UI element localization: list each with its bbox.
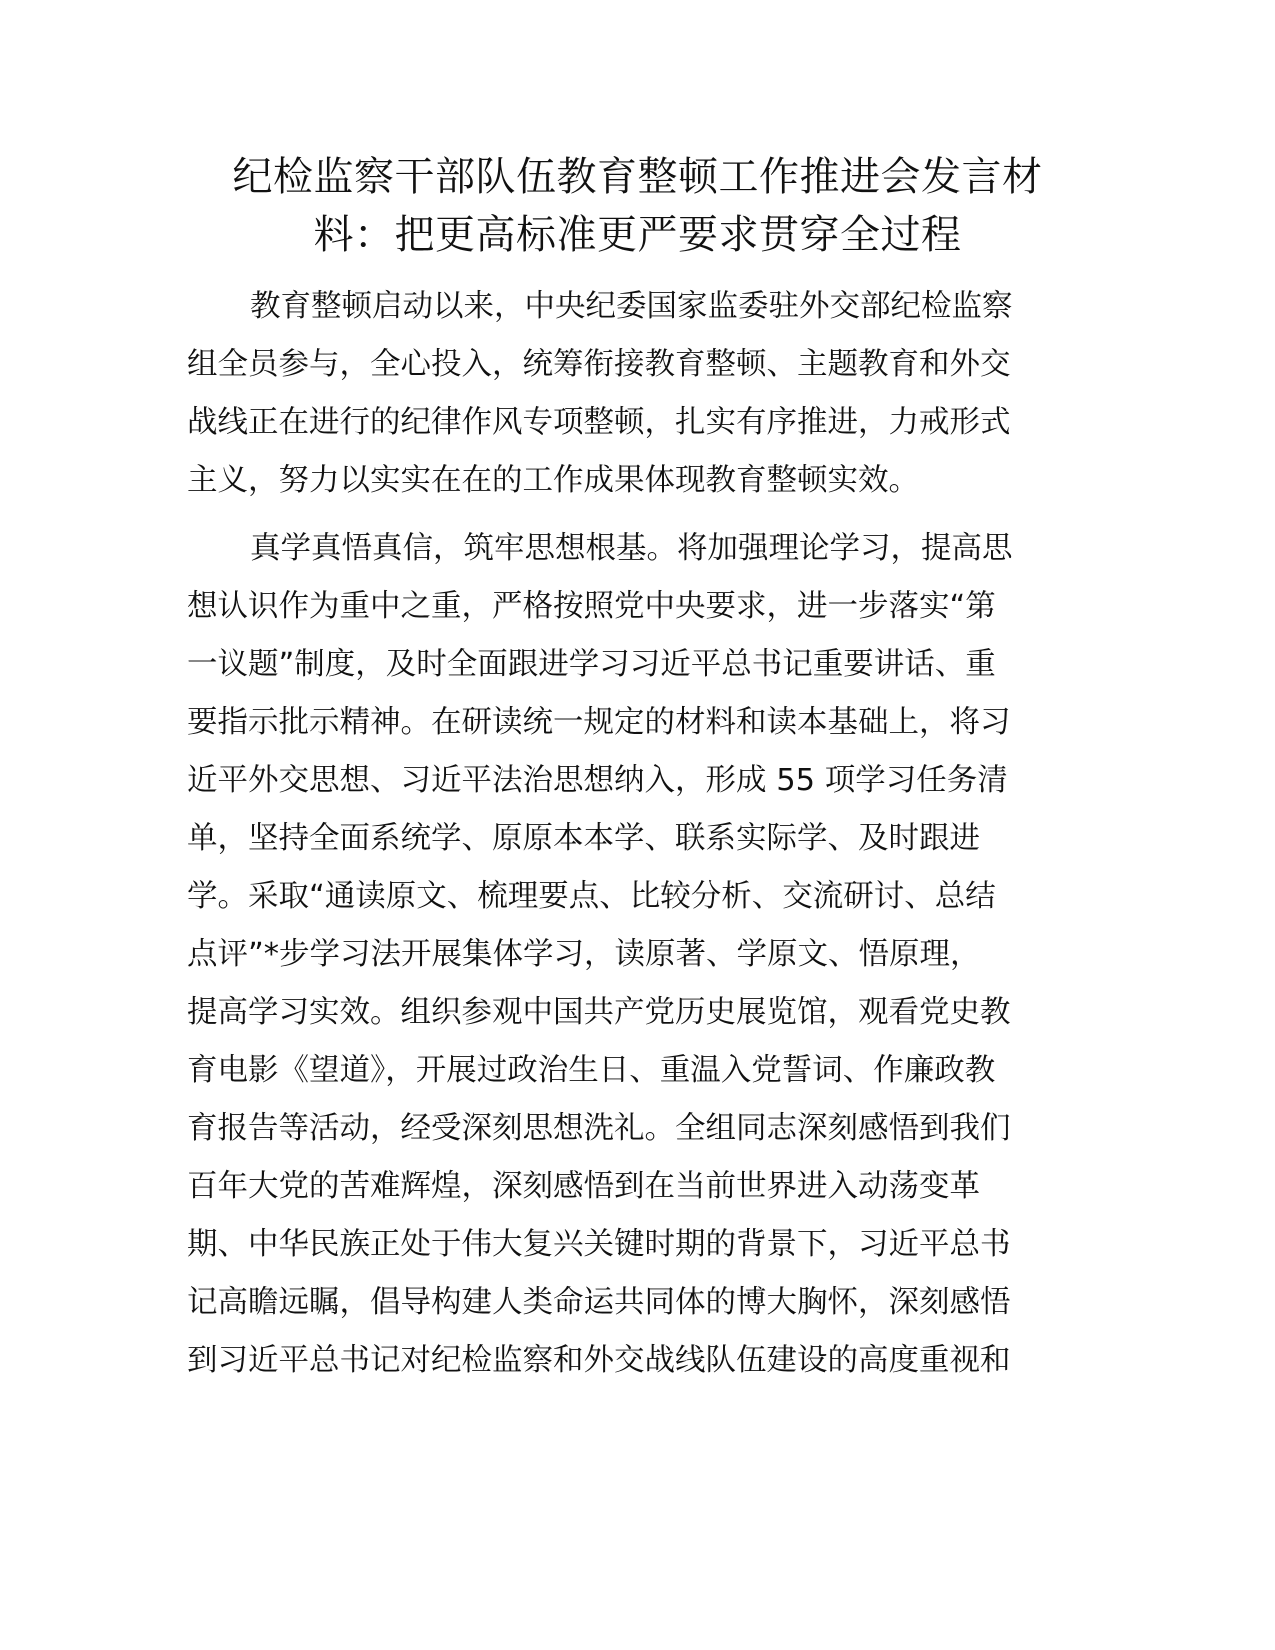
document-title bbox=[150, 148, 1125, 264]
paragraph-line: 近平外交思想、习近平法治思想纳入，形成 55 项学习任务清 bbox=[187, 763, 1008, 798]
paragraph-intro bbox=[187, 278, 1087, 510]
paragraph-study bbox=[187, 520, 1087, 1390]
paragraph-line: 要指示批示精神。在研读统一规定的材料和读本基础上，将习 bbox=[187, 705, 1011, 740]
paragraph-line: 战线正在进行的纪律作风专项整顿，扎实有序推进，力戒形式 bbox=[187, 405, 1011, 440]
paragraph-line: 主义，努力以实实在在的工作成果体现教育整顿实效。 bbox=[187, 463, 919, 498]
paragraph-line: 期、中华民族正处于伟大复兴关键时期的背景下，习近平总书 bbox=[187, 1227, 1011, 1262]
paragraph-line: 一议题”制度，及时全面跟进学习习近平总书记重要讲话、重 bbox=[187, 647, 996, 682]
paragraph-line: 单，坚持全面系统学、原原本本学、联系实际学、及时跟进 bbox=[187, 821, 980, 856]
document-body bbox=[187, 278, 1087, 1400]
paragraph-line: 教育整顿启动以来，中央纪委国家监委驻外交部纪检监察 bbox=[250, 289, 1013, 324]
paragraph-line: 记高瞻远瞩，倡导构建人类命运共同体的博大胸怀，深刻感悟 bbox=[187, 1285, 1011, 1320]
paragraph-line: 组全员参与，全心投入，统筹衔接教育整顿、主题教育和外交 bbox=[187, 347, 1011, 382]
paragraph-line: 真学真悟真信，筑牢思想根基。将加强理论学习，提高思 bbox=[250, 531, 1013, 566]
paragraph-line: 提高学习实效。组织参观中国共产党历史展览馆，观看党史教 bbox=[187, 995, 1011, 1030]
paragraph-line: 百年大党的苦难辉煌，深刻感悟到在当前世界进入动荡变革 bbox=[187, 1169, 980, 1204]
paragraph-line: 育电影《望道》，开展过政治生日、重温入党誓词、作廉政教 bbox=[187, 1053, 996, 1088]
paragraph-line: 育报告等活动，经受深刻思想洗礼。全组同志深刻感悟到我们 bbox=[187, 1111, 1011, 1146]
title-line: 料：把更高标准更严要求贯穿全过程 bbox=[313, 212, 962, 258]
paragraph-line: 到习近平总书记对纪检监察和外交战线队伍建设的高度重视和 bbox=[187, 1343, 1011, 1378]
paragraph-line: 点评”*步学习法开展集体学习，读原著、学原文、悟原理， bbox=[187, 937, 981, 972]
paragraph-line: 想认识作为重中之重，严格按照党中央要求，进一步落实“第 bbox=[187, 589, 996, 624]
paragraph-line: 学。采取“通读原文、梳理要点、比较分析、交流研讨、总结 bbox=[187, 879, 996, 914]
title-line: 纪检监察干部队伍教育整顿工作推进会发言材 bbox=[232, 154, 1043, 200]
